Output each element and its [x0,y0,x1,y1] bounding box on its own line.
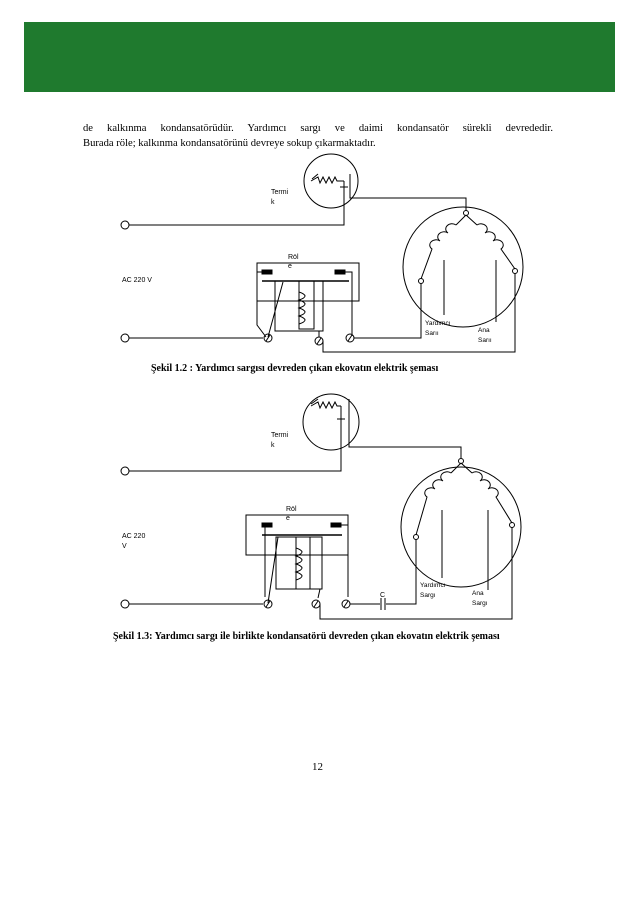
supply-label-2b: V [122,543,127,550]
supply-terminal-l2-1 [121,334,129,342]
page-number: 12 [312,761,323,773]
termik-label-2a: Termi [271,432,289,439]
termik-label-1a: Termi [271,189,289,196]
main-winding-label-1b: Sarıı [478,337,492,344]
supply-terminal-l1-1 [121,221,129,229]
supply-label-2a: AC 220 [122,533,146,540]
capacitor-label: C [380,592,386,599]
role-label-2b: e [286,515,290,522]
capacitor-c [350,539,416,610]
figure-2-diagram [121,394,521,619]
aux-winding-label-2a: Yardımcı [420,582,446,589]
intro-line-2: Burada röle; kalkınma kondansatörünü devreye sokup çıkarmaktadır. [83,138,376,149]
supply-terminal-l1-2 [121,467,129,475]
thermal-protector-2 [303,394,359,450]
intro-line-1: de kalkınma kondansatörüdür. Yardımcı sargı ve daimi kondansatör sürekli devrededir. [83,123,553,134]
main-winding-label-1a: Ana [478,327,490,334]
figure-1-caption: Şekil 1.2 : Yardımcı sargısı devreden çıkan ekovatın elektrik şeması [151,363,439,374]
aux-winding-label-2b: Sargı [420,592,436,599]
main-winding-2 [461,463,512,523]
main-winding-1 [466,215,515,269]
aux-winding-label-1b: Sarıı [425,330,439,337]
role-label-1b: e [288,263,292,270]
role-label-1a: Röl [288,254,299,261]
termik-label-1b: k [271,199,275,206]
supply-terminal-l2-2 [121,600,129,608]
figure-1-diagram [121,154,523,352]
relay-box-1 [257,263,359,301]
motor-housing-2 [401,467,521,587]
main-winding-label-2b: Sargı [472,600,488,607]
thermal-protector-1 [304,154,358,208]
termik-label-2b: k [271,442,275,449]
main-winding-label-2a: Ana [472,590,484,597]
aux-winding-label-1a: Yardımcı [425,320,451,327]
aux-winding-2 [416,463,461,535]
role-label-2a: Röl [286,506,297,513]
supply-label-1: AC 220 V [122,277,152,284]
figure-2-caption: Şekil 1.3: Yardımcı sargı ile birlikte kondansatörü devreden çıkan ekovatın elektrik şeması [113,631,500,642]
